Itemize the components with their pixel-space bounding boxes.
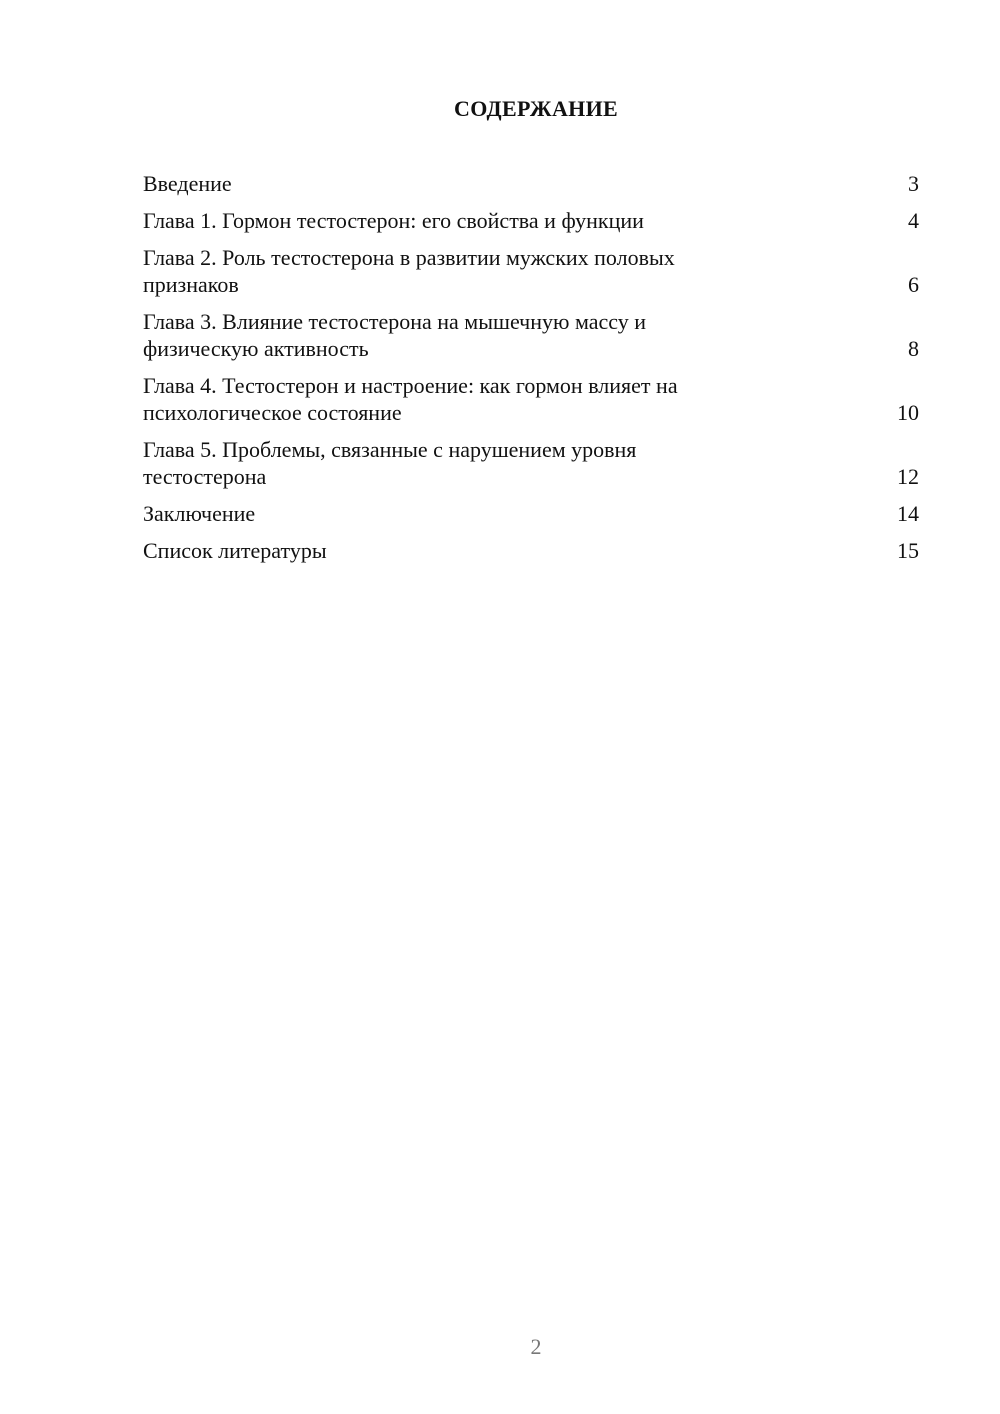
toc-entry (143, 436, 919, 490)
toc-entry (143, 244, 919, 298)
toc-entry-title-line: физическую активность (143, 336, 369, 361)
toc-entry-title-line: Список литературы (143, 538, 327, 563)
toc-entry (143, 500, 919, 527)
toc-entry-title (143, 436, 636, 490)
toc-entry-title-line: Глава 2. Роль тестостерона в развитии мужских половых (143, 245, 675, 270)
toc-entry-title-line: Заключение (143, 501, 256, 526)
toc-entry (143, 170, 919, 197)
toc-entry (143, 372, 919, 426)
toc-entry-page-number: 3 (908, 171, 919, 196)
toc-title: СОДЕРЖАНИЕ (454, 96, 618, 121)
toc-entry-title-line: тестостерона (143, 464, 267, 489)
toc-entry-title (143, 207, 644, 234)
toc-entry-title-line: Глава 5. Проблемы, связанные с нарушением уровня (143, 437, 637, 462)
toc-entry-page-number: 4 (908, 208, 919, 233)
toc-entry-title (143, 500, 255, 527)
toc-entry-page-number: 8 (908, 336, 919, 361)
toc-entry (143, 537, 919, 564)
toc-entry (143, 308, 919, 362)
toc-entry-page-number: 14 (897, 501, 919, 526)
toc-entry-page-number: 15 (897, 538, 919, 563)
toc-entry-title-line: Введение (143, 171, 232, 196)
toc-entry-title-line: психологическое состояние (143, 400, 402, 425)
toc-entry-title-line: Глава 3. Влияние тестостерона на мышечную массу и (143, 309, 646, 334)
page-number: 2 (530, 1334, 542, 1359)
toc-entry-title-line: Глава 4. Тестостерон и настроение: как гормон влияет на (143, 373, 678, 398)
toc-entry-title-line: Глава 1. Гормон тестостерон: его свойства и функции (143, 208, 644, 233)
toc-entry-title (143, 244, 675, 298)
toc-entry-title (143, 170, 232, 197)
toc-entry-page-number: 6 (908, 272, 919, 297)
toc-entry-page-number: 12 (897, 464, 919, 489)
table-of-contents (143, 170, 919, 574)
toc-entry-page-number: 10 (897, 400, 919, 425)
toc-entry-title-line: признаков (143, 272, 239, 297)
toc-entry-title (143, 537, 327, 564)
toc-entry (143, 207, 919, 234)
toc-entry-title (143, 308, 646, 362)
toc-entry-title (143, 372, 678, 426)
